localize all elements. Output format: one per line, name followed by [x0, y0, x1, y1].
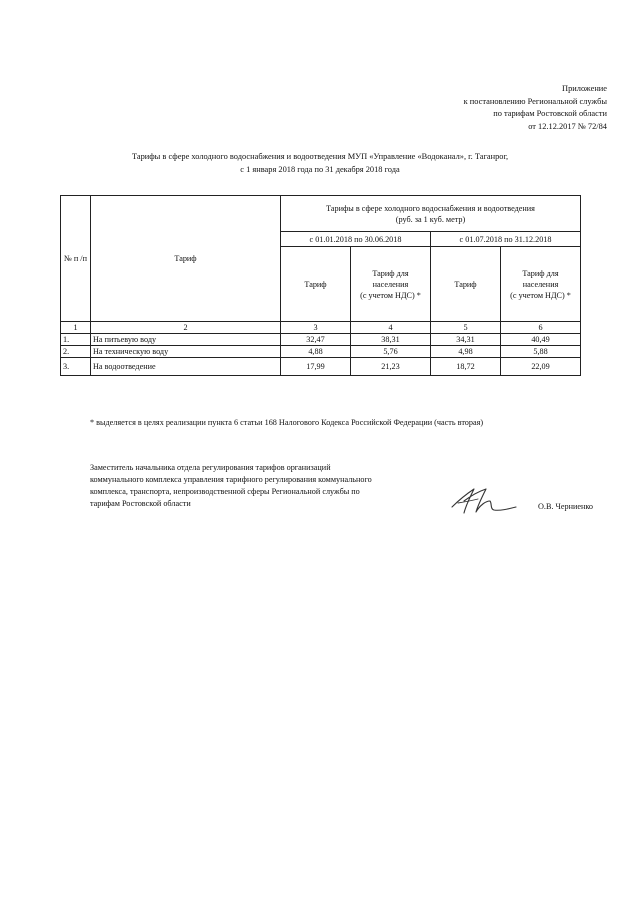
- row-no: 3.: [61, 358, 91, 376]
- column-numbers-row: [61, 322, 581, 334]
- row-value: 38,31: [351, 334, 431, 346]
- row-value: 32,47: [281, 334, 351, 346]
- table-row: [61, 358, 581, 376]
- appendix-header: [464, 83, 607, 133]
- row-no: 1.: [61, 334, 91, 346]
- row-name: На водоотведение: [91, 358, 281, 376]
- row-value: 40,49: [501, 334, 581, 346]
- row-value: 4,98: [431, 346, 501, 358]
- group-header-line1: Тарифы в сфере холодного водоснабжения и водоотведения: [326, 203, 535, 213]
- appendix-line: от 12.12.2017 № 72/84: [528, 121, 607, 131]
- sub-pop-line: населения: [522, 279, 559, 289]
- header-group: [281, 196, 581, 232]
- row-value: 5,76: [351, 346, 431, 358]
- document-title: [60, 151, 580, 176]
- handwritten-signature: [450, 485, 520, 517]
- subheader-population-1: [351, 247, 431, 322]
- position-line: Заместитель начальника отдела регулирования тарифов организаций: [90, 463, 331, 472]
- sub-pop-line: населения: [372, 279, 409, 289]
- header-tariff: Тариф: [91, 196, 281, 322]
- col-number: 4: [351, 322, 431, 334]
- row-value: 22,09: [501, 358, 581, 376]
- title-line-2: с 1 января 2018 года по 31 декабря 2018 года: [240, 164, 400, 174]
- sub-pop-line: Тариф для: [372, 268, 409, 278]
- header-period-2: с 01.07.2018 по 31.12.2018: [431, 232, 581, 247]
- appendix-line: к постановлению Региональной службы: [463, 96, 607, 106]
- tariff-table: [60, 195, 581, 376]
- row-no: 2.: [61, 346, 91, 358]
- table-header-row: [61, 196, 581, 232]
- row-value: 5,88: [501, 346, 581, 358]
- signatory-position: [90, 462, 372, 510]
- row-value: 34,31: [431, 334, 501, 346]
- table-row: [61, 346, 581, 358]
- header-period-1: с 01.01.2018 по 30.06.2018: [281, 232, 431, 247]
- signer-name: О.В. Черниенко: [538, 502, 593, 511]
- position-line: комплекса, транспорта, непроизводственной сферы Региональной службы по: [90, 487, 360, 496]
- subheader-tariff-2: Тариф: [431, 247, 501, 322]
- sub-pop-line: Тариф для: [522, 268, 559, 278]
- subheader-population-2: [501, 247, 581, 322]
- col-number: 2: [91, 322, 281, 334]
- col-number: 3: [281, 322, 351, 334]
- subheader-tariff-1: Тариф: [281, 247, 351, 322]
- row-value: 21,23: [351, 358, 431, 376]
- appendix-line: Приложение: [562, 84, 607, 93]
- position-line: тарифам Ростовской области: [90, 499, 191, 508]
- row-value: 17,99: [281, 358, 351, 376]
- row-value: 18,72: [431, 358, 501, 376]
- sub-pop-line: (с учетом НДС) *: [360, 290, 421, 300]
- position-line: коммунального комплекса управления тарифного регулирования коммунального: [90, 475, 372, 484]
- col-number: 5: [431, 322, 501, 334]
- row-name: На техническую воду: [91, 346, 281, 358]
- table-row: [61, 334, 581, 346]
- title-line-1: Тарифы в сфере холодного водоснабжения и водоотведения МУП «Управление «Водоканал», г. Таганрог,: [131, 152, 509, 161]
- header-no: № п /п: [61, 196, 91, 322]
- appendix-line: по тарифам Ростовской области: [493, 109, 607, 118]
- row-name: На питьевую воду: [91, 334, 281, 346]
- footnote: * выделяется в целях реализации пункта 6 статьи 168 Налогового Кодекса Российской Федерации (часть вторая): [90, 418, 484, 427]
- row-value: 4,88: [281, 346, 351, 358]
- col-number: 6: [501, 322, 581, 334]
- group-header-line2: (руб. за 1 куб. метр): [395, 214, 466, 224]
- sub-pop-line: (с учетом НДС) *: [510, 290, 571, 300]
- col-number: 1: [61, 322, 91, 334]
